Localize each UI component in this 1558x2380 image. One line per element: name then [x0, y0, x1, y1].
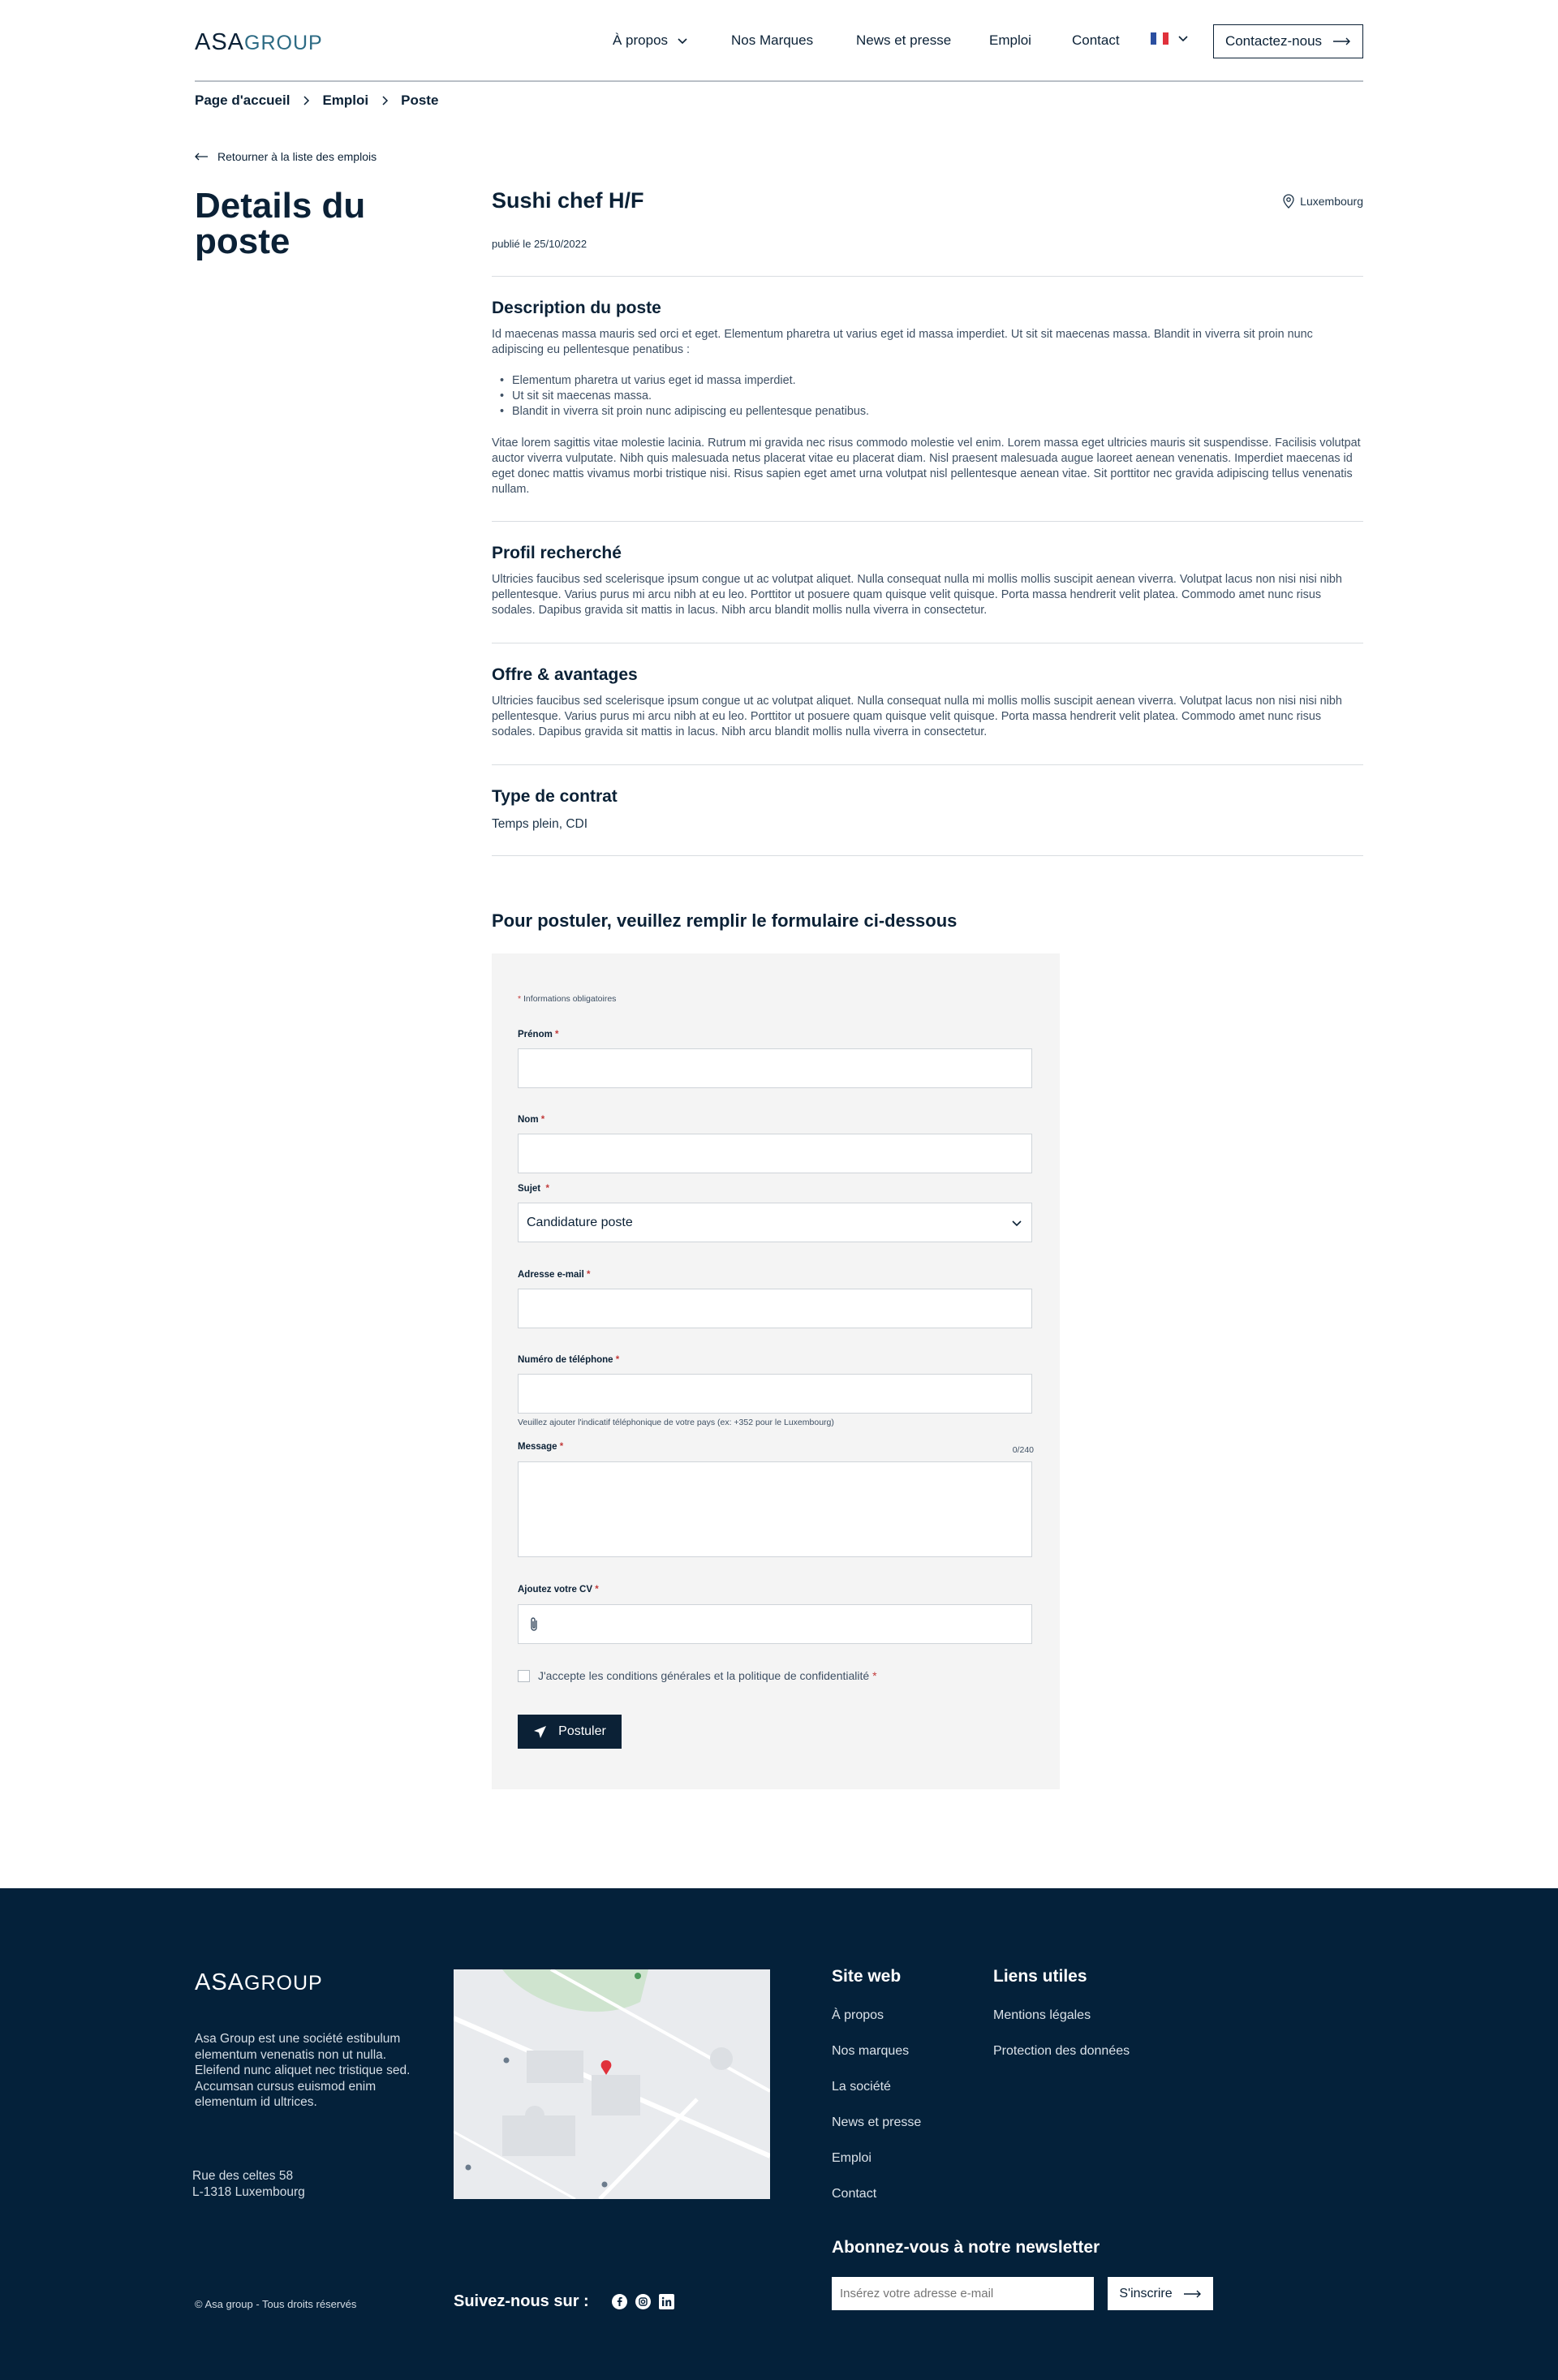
chevron-right-icon: [380, 96, 390, 105]
first-name-label: Prénom *: [518, 1030, 559, 1039]
footer-link-emploi[interactable]: Emploi: [832, 2151, 872, 2165]
logo-sub-text: GROUP: [244, 1972, 323, 1995]
send-icon: [533, 1725, 547, 1739]
map-graphic: [454, 1969, 770, 2199]
social-follow: [454, 2292, 674, 2311]
arrow-left-icon: [195, 153, 208, 161]
site-logo[interactable]: [195, 29, 323, 56]
list-item: • Blandit in viverra sit proin nunc adipiscing eu pellentesque penatibus.: [500, 404, 869, 420]
back-to-jobs-link[interactable]: [195, 150, 377, 163]
nav-item-emploi[interactable]: [989, 32, 1031, 49]
arrow-right-icon: [1184, 2290, 1202, 2298]
footer-site-title: Site web: [832, 1967, 902, 1986]
paperclip-icon: [527, 1616, 541, 1633]
subject-selected-value: Candidature poste: [527, 1215, 633, 1229]
breadcrumb-emploi[interactable]: Emploi: [322, 93, 369, 108]
nav-label: Nos Marques: [731, 32, 814, 48]
flag-fr-icon: [1151, 32, 1168, 45]
label-text: Nom: [518, 1115, 539, 1125]
label-text: Adresse e-mail: [518, 1270, 584, 1280]
form-heading: Pour postuler, veuillez remplir le formulaire ci-dessous: [492, 910, 958, 931]
profile-title: Profil recherché: [492, 544, 622, 562]
footer-link-la-societe[interactable]: La société: [832, 2080, 891, 2094]
follow-label: Suivez-nous sur :: [454, 2292, 589, 2310]
language-selector[interactable]: [1151, 32, 1190, 45]
nav-item-news[interactable]: [856, 32, 951, 49]
nav-item-a-propos[interactable]: [613, 32, 689, 49]
instagram-icon[interactable]: [635, 2294, 651, 2309]
list-item: • Elementum pharetra ut varius eget id massa imperdiet.: [500, 373, 869, 389]
email-label: Adresse e-mail *: [518, 1270, 591, 1280]
footer-link-protection[interactable]: Protection des données: [993, 2044, 1130, 2058]
cv-upload-field[interactable]: [518, 1604, 1032, 1644]
chevron-down-icon: [676, 34, 689, 47]
footer-address: [192, 2168, 305, 2200]
arrow-right-icon: [1333, 37, 1351, 45]
copyright: © Asa group - Tous droits réservés: [195, 2298, 357, 2310]
breadcrumb-current: Poste: [401, 93, 439, 108]
location-label: Luxembourg: [1300, 195, 1363, 208]
logo-main-text: ASA: [195, 29, 245, 55]
phone-field[interactable]: [518, 1374, 1032, 1414]
job-location: [1282, 194, 1363, 209]
terms-text: J'accepte les conditions générales et la politique de confidentialité: [538, 1669, 870, 1682]
divider: [492, 521, 1363, 522]
terms-checkbox[interactable]: [518, 1670, 530, 1682]
newsletter-title: Abonnez-vous à notre newsletter: [832, 2238, 1100, 2257]
address-line: L-1318 Luxembourg: [192, 2184, 305, 2199]
label-text: Sujet: [518, 1184, 541, 1194]
message-counter: 0/240: [1012, 1445, 1034, 1455]
submit-label: Postuler: [558, 1724, 606, 1738]
footer-link-nos-marques[interactable]: Nos marques: [832, 2044, 910, 2058]
submit-button[interactable]: [518, 1715, 622, 1749]
message-field[interactable]: [518, 1461, 1032, 1557]
published-date: publié le 25/10/2022: [492, 238, 587, 250]
logo-sub-text: GROUP: [244, 32, 323, 54]
page-title: Details du poste: [195, 186, 366, 261]
description-outro: Vitae lorem sagittis vitae molestie lacinia. Rutrum mi gravida nec risus commodo molestie vel enim. Lorem massa eget ultricies mauris sit suspendisse. Facilisis volutpat auctor viverra vulputate. Nibh quis malesuada netus placerat vitae eu placerat diam. Nisl praesent malesuada augue laoreet aenean venenatis. Imperdiet maecenas id eget donec mattis vivamus morbi tristique nisi. Risus sapien eget amet urna volutpat nisl pellentesque aenean vitae. Sit porttitor nec gravida adipiscing tellus venenatis nullam.: [492, 437, 1361, 496]
job-title: Sushi chef H/F: [492, 188, 644, 213]
subscribe-label: S'inscrire: [1119, 2286, 1173, 2300]
required-note: * Informations obligatoires: [518, 994, 617, 1004]
nav-item-nos-marques[interactable]: [731, 32, 813, 49]
nav-label: Emploi: [989, 32, 1031, 48]
label-text: Ajoutez votre CV: [518, 1585, 593, 1595]
divider: [492, 276, 1363, 277]
offer-title: Offre & avantages: [492, 665, 638, 684]
subject-label: Sujet *: [518, 1184, 549, 1194]
list-item: • Ut sit sit maecenas massa.: [500, 389, 869, 404]
nav-label: Contact: [1072, 32, 1120, 48]
contract-text: Temps plein, CDI: [492, 817, 588, 831]
email-field[interactable]: [518, 1289, 1032, 1328]
label-text: Message: [518, 1442, 557, 1452]
cv-label: Ajoutez votre CV *: [518, 1585, 599, 1595]
description-list: [500, 373, 869, 420]
chevron-down-icon: [1177, 32, 1190, 45]
location-map[interactable]: [454, 1969, 770, 2199]
footer-link-mentions[interactable]: Mentions légales: [993, 2008, 1091, 2022]
linkedin-icon[interactable]: [659, 2294, 674, 2309]
label-text: Numéro de téléphone: [518, 1355, 613, 1365]
footer-description: Asa Group est une société estibulum elementum venenatis non ut nulla. Eleifend nunc aliquet nec tristique sed. Accumsan cursus euismod enim elementum id ultrices.: [195, 2032, 411, 2109]
facebook-icon[interactable]: [612, 2294, 627, 2309]
breadcrumb: [195, 93, 438, 109]
application-form: [492, 953, 1060, 1789]
location-pin-icon: [1282, 194, 1295, 209]
breadcrumb-home[interactable]: Page d'accueil: [195, 93, 291, 108]
footer: [0, 1888, 1558, 2380]
nav-label: News et presse: [856, 32, 952, 48]
divider: [492, 855, 1363, 856]
address-line: Rue des celtes 58: [192, 2169, 294, 2183]
header-divider: [195, 80, 1363, 82]
last-name-field[interactable]: [518, 1134, 1032, 1173]
phone-hint: Veuillez ajouter l'indicatif téléphonique de votre pays (ex: +352 pour le Luxembourg): [518, 1418, 834, 1427]
terms-row: [518, 1669, 877, 1682]
phone-label: Numéro de téléphone *: [518, 1355, 620, 1365]
footer-logo[interactable]: [195, 1969, 323, 1996]
label-text: Prénom: [518, 1030, 553, 1039]
terms-label: J'accepte les conditions générales et la politique de confidentialité *: [538, 1669, 877, 1682]
profile-text: Ultricies faucibus sed scelerisque ipsum congue ut ac volutpat aliquet. Nulla consequat nulla mi mollis mollis suscipit aenean viverra. Volutpat lacus non nisi nisi nibh pellentesque. Varius purus mi arcu nibh at eu leo. Porttitor ut posuere quam quisque velit quisque. Porta massa hendrerit velit platea. Commodo amet nunc risus sodales. Dapibus gravida sit mattis in lacus. Nibh arcu blandit mollis nulla viverra in consectetur.: [492, 573, 1342, 617]
contact-button[interactable]: [1213, 24, 1363, 58]
last-name-label: Nom *: [518, 1115, 545, 1125]
footer-useful-title: Liens utiles: [993, 1967, 1087, 1986]
offer-text: Ultricies faucibus sed scelerisque ipsum congue ut ac volutpat aliquet. Nulla consequat nulla mi mollis mollis suscipit aenean viverra. Volutpat lacus non nisi nisi nibh pellentesque. Varius purus mi arcu nibh at eu leo. Porttitor ut posuere quam quisque velit quisque. Porta massa hendrerit velit platea. Commodo amet nunc risus sodales. Dapibus gravida sit mattis in lacus. Nibh arcu blandit mollis nulla viverra in consectetur.: [492, 695, 1342, 738]
nav-label: À propos: [613, 32, 669, 48]
newsletter-email-input[interactable]: [832, 2277, 1094, 2310]
required-note-text: Informations obligatoires: [523, 994, 617, 1004]
message-label: Message *: [518, 1442, 564, 1452]
chevron-right-icon: [301, 96, 311, 105]
footer-link-contact[interactable]: Contact: [832, 2187, 877, 2201]
divider: [492, 764, 1363, 765]
description-title: Description du poste: [492, 299, 661, 317]
newsletter-subscribe-button[interactable]: [1108, 2277, 1213, 2310]
footer-link-news[interactable]: News et presse: [832, 2115, 922, 2129]
logo-main-text: ASA: [195, 1969, 245, 1995]
contract-title: Type de contrat: [492, 787, 618, 806]
nav-item-contact[interactable]: [1072, 32, 1120, 49]
chevron-down-icon: [1010, 1216, 1023, 1229]
description-intro: Id maecenas massa mauris sed orci et eget. Elementum pharetra ut varius eget id massa imperdiet. Ut sit sit maecenas massa. Blandit in viverra sit proin nunc adipiscing eu pellentesque penatibus :: [492, 328, 1313, 356]
footer-link-a-propos[interactable]: À propos: [832, 2008, 884, 2022]
back-link-label: Retourner à la liste des emplois: [217, 150, 377, 163]
contact-button-label: Contactez-nous: [1224, 33, 1323, 49]
job-details: [492, 188, 1363, 831]
first-name-field[interactable]: [518, 1048, 1032, 1088]
subject-select[interactable]: [518, 1203, 1032, 1242]
